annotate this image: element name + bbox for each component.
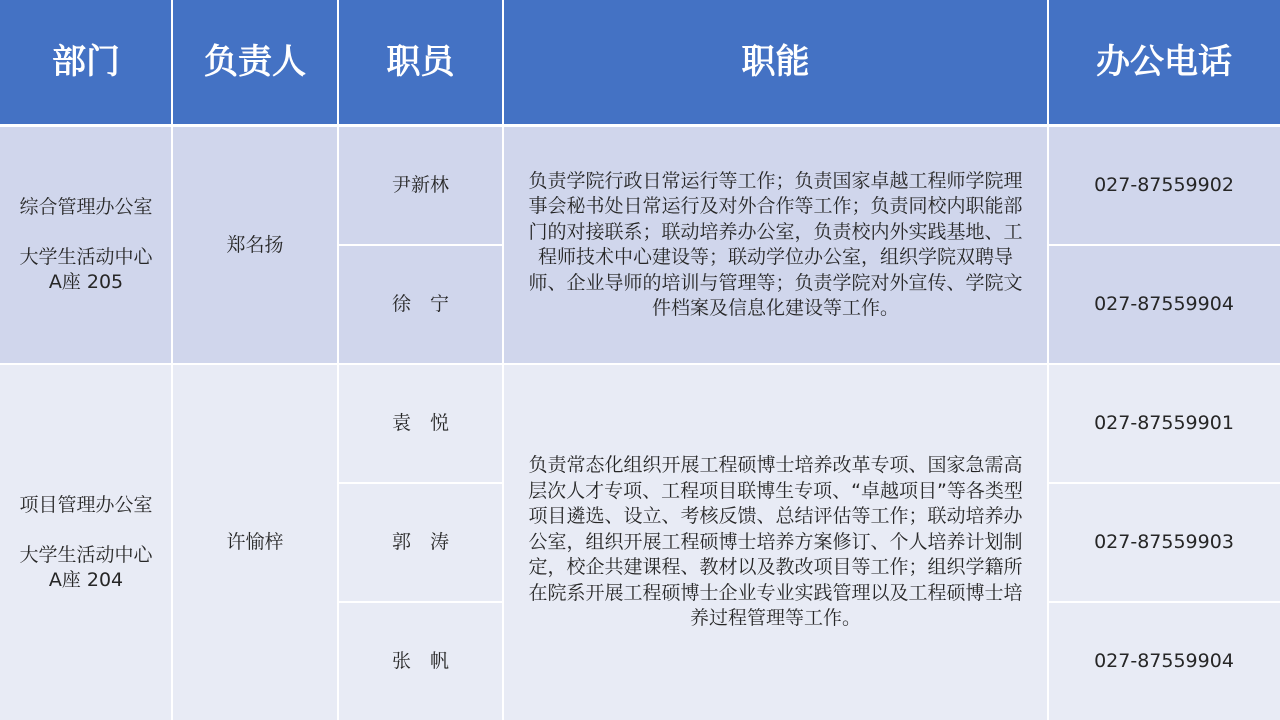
staff-cell: 尹新林 bbox=[338, 127, 503, 244]
column-divider bbox=[1047, 0, 1049, 720]
header-leader: 负责人 bbox=[172, 0, 338, 124]
staff-cell: 袁 悦 bbox=[338, 365, 503, 482]
phone-cell: 027-87559901 bbox=[1048, 365, 1280, 482]
dept-name: 项目管理办公室 bbox=[19, 493, 153, 516]
dept-name: 综合管理办公室 bbox=[19, 196, 153, 218]
table-row-dept bbox=[0, 127, 172, 363]
duty-cell: 负责学院行政日常运行等工作；负责国家卓越工程师学院理事会秘书处日常运行及对外合作等工作；负责同校内职能部门的对接联系；联动培养办公室，负责校内外实践基地、工程师技术中心建设等；联动学位办公室，组织学院双聘导师、企业导师的培训与管理等；负责学院对外宣传、学院文件档案及信息化建设等工作。 bbox=[503, 127, 1048, 363]
header-phone: 办公电话 bbox=[1048, 0, 1280, 124]
phone-cell: 027-87559904 bbox=[1048, 603, 1280, 720]
dept-location-room: A座 204 bbox=[48, 568, 124, 591]
header-duty: 职能 bbox=[503, 0, 1048, 124]
leader-cell: 许愉梓 bbox=[172, 365, 338, 720]
dept-location-room: A座 205 bbox=[48, 271, 124, 293]
dept-location: 大学生活动中心 bbox=[19, 543, 153, 566]
dept-location: 大学生活动中心 bbox=[19, 246, 153, 268]
header-dept: 部门 bbox=[0, 0, 172, 124]
phone-cell: 027-87559902 bbox=[1048, 127, 1280, 244]
phone-cell: 027-87559903 bbox=[1048, 484, 1280, 601]
column-divider bbox=[171, 0, 173, 720]
column-divider bbox=[502, 0, 504, 720]
header-staff: 职员 bbox=[338, 0, 503, 124]
leader-cell: 郑名扬 bbox=[172, 127, 338, 363]
table-row-dept bbox=[0, 365, 172, 720]
duty-cell: 负责常态化组织开展工程硕博士培养改革专项、国家急需高层次人才专项、工程项目联博生专项、“卓越项目”等各类型项目遴选、设立、考核反馈、总结评估等工作；联动培养办公室，组织开展工程硕博士培养方案修订、个人培养计划制定，校企共建课程、教材以及教改项目等工作；组织学籍所在院系开展工程硕博士企业专业实践管理以及工程硕博士培养过程管理等工作。 bbox=[503, 365, 1048, 720]
staff-cell: 张 帆 bbox=[338, 603, 503, 720]
staff-cell: 徐 宁 bbox=[338, 246, 503, 363]
staff-cell: 郭 涛 bbox=[338, 484, 503, 601]
phone-cell: 027-87559904 bbox=[1048, 246, 1280, 363]
column-divider bbox=[337, 0, 339, 720]
